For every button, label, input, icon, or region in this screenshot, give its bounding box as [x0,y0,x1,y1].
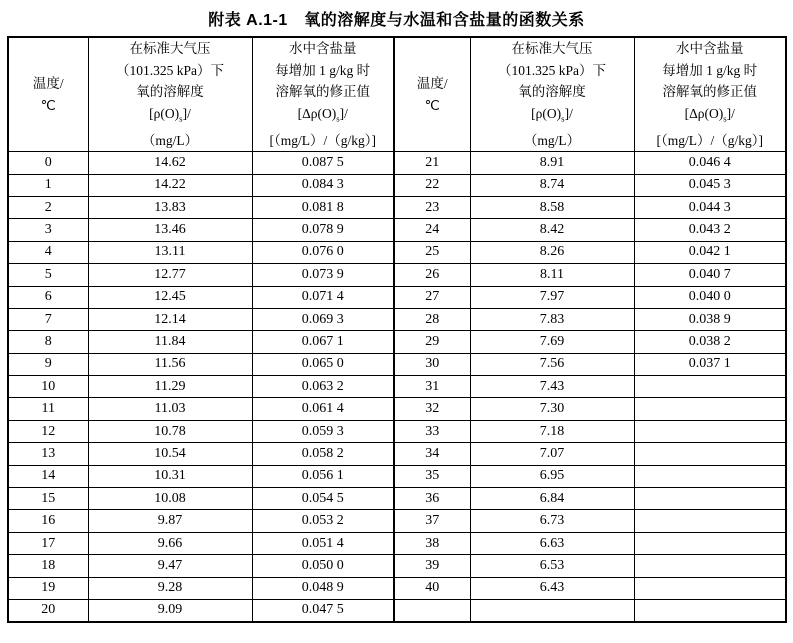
table-cell: 10 [8,376,88,398]
table-cell: 9.09 [88,600,252,622]
header-line: 溶解氧的修正值 [275,84,370,99]
table-cell: 7.30 [470,398,634,420]
table-cell: 20 [8,600,88,622]
table-row [8,420,786,442]
table-cell: 10.78 [88,420,252,442]
header-solubility-right [470,37,634,152]
header-line: 在标准大气压 [129,41,211,56]
table-cell [634,443,786,465]
table-cell: 21 [394,152,470,174]
table-cell: 0.043 2 [634,219,786,241]
table-cell: 14.62 [88,152,252,174]
formula-subscript: s [179,113,183,124]
table-cell: 7.07 [470,443,634,465]
table-cell: 26 [394,264,470,286]
table-cell: 29 [394,331,470,353]
table-cell: 7.18 [470,420,634,442]
table-cell: 15 [8,488,88,510]
table-row [8,376,786,398]
table-cell: 19 [8,577,88,599]
table-cell: 7.43 [470,376,634,398]
table-cell: 8.26 [470,241,634,263]
table-row [8,443,786,465]
table-cell: 0.065 0 [252,353,394,375]
table-cell: 7.97 [470,286,634,308]
table-cell: 6.84 [470,488,634,510]
header-line: 水中含盐量 [289,41,357,56]
table-cell: 12.77 [88,264,252,286]
table-cell: 23 [394,196,470,218]
table-cell: 12.45 [88,286,252,308]
table-cell: 39 [394,555,470,577]
table-cell: 0.042 1 [634,241,786,263]
table-cell: 31 [394,376,470,398]
table-cell: 0.037 1 [634,353,786,375]
table-cell: 34 [394,443,470,465]
table-cell: 1 [8,174,88,196]
table-cell: 27 [394,286,470,308]
header-line: 水中含盐量 [676,41,744,56]
table-cell: 0.078 9 [252,219,394,241]
table-cell: 6 [8,286,88,308]
table-row [8,555,786,577]
table-cell: 13.46 [88,219,252,241]
table-cell: 6.43 [470,577,634,599]
formula-pre: [Δρ(O) [297,105,337,121]
table-cell: 8.58 [470,196,634,218]
table-row [8,488,786,510]
table-cell: 40 [394,577,470,599]
header-line: 每增加 1 g/kg 时 [662,62,758,78]
table-cell: 0.058 2 [252,443,394,465]
table-cell: 13 [8,443,88,465]
header-formula [471,103,634,130]
table-row [8,532,786,554]
table-cell: 9.66 [88,532,252,554]
header-line: （101.325 kPa）下 [116,62,224,78]
table-cell [634,398,786,420]
table-row [8,353,786,375]
table-cell: 11.56 [88,353,252,375]
formula-post: ]/ [339,105,348,121]
table-cell: 13.11 [88,241,252,263]
header-temperature-right [394,37,470,152]
table-cell [470,600,634,622]
table-cell: 22 [394,174,470,196]
table-cell: 33 [394,420,470,442]
table-cell [634,376,786,398]
table-cell: 9.47 [88,555,252,577]
table-title: 附表 A.1-1 氧的溶解度与水温和含盐量的函数关系 [208,12,585,29]
table-cell: 0.046 4 [634,152,786,174]
table-cell: 28 [394,308,470,330]
table-cell: 0.087 5 [252,152,394,174]
header-unit: [（mg/L）/（g/kg）] [269,132,376,148]
header-line: （101.325 kPa）下 [498,62,606,78]
header-line: 每增加 1 g/kg 时 [275,62,371,78]
header-line: 温度/ [32,76,64,92]
table-cell: 7.83 [470,308,634,330]
table-cell: 10.31 [88,465,252,487]
table-cell: 14.22 [88,174,252,196]
table-cell: 11.29 [88,376,252,398]
table-cell: 24 [394,219,470,241]
table-cell: 0.038 2 [634,331,786,353]
table-cell: 7 [8,308,88,330]
formula-post: ]/ [726,105,735,121]
header-line: ℃ [40,97,56,113]
formula-subscript: s [723,113,727,124]
table-row [8,465,786,487]
table-row [8,510,786,532]
table-cell: 0.063 2 [252,376,394,398]
table-cell [634,510,786,532]
table-cell [394,600,470,622]
header-salinity-correction-left [252,37,394,152]
table-cell: 8.74 [470,174,634,196]
header-line: 氧的溶解度 [518,84,586,99]
header-row [8,37,786,152]
table-cell: 8 [8,331,88,353]
table-cell: 36 [394,488,470,510]
header-unit: （mg/L） [141,132,199,148]
table-cell: 9.28 [88,577,252,599]
table-cell [634,465,786,487]
header-line: 温度/ [416,76,448,92]
table-row [8,331,786,353]
table-cell: 0.044 3 [634,196,786,218]
table-cell: 8.11 [470,264,634,286]
formula-post: ]/ [182,105,191,121]
formula-pre: [ρ(O) [149,105,180,121]
table-cell: 13.83 [88,196,252,218]
table-cell: 3 [8,219,88,241]
table-row [8,241,786,263]
table-cell: 11.03 [88,398,252,420]
header-formula [89,103,252,130]
table-cell: 0 [8,152,88,174]
table-cell: 7.69 [470,331,634,353]
table-cell: 0.038 9 [634,308,786,330]
table-cell: 5 [8,264,88,286]
header-line: ℃ [424,97,440,113]
table-cell: 0.061 4 [252,398,394,420]
table-cell: 9 [8,353,88,375]
table-cell: 30 [394,353,470,375]
table-cell: 12.14 [88,308,252,330]
header-line: 溶解氧的修正值 [662,84,757,99]
table-cell [634,532,786,554]
table-cell: 11.84 [88,331,252,353]
formula-subscript: s [336,113,340,124]
table-cell: 0.081 8 [252,196,394,218]
table-row [8,196,786,218]
table-cell: 17 [8,532,88,554]
oxygen-solubility-table [7,36,787,623]
table-cell: 0.040 7 [634,264,786,286]
table-cell [634,577,786,599]
table-cell: 0.059 3 [252,420,394,442]
table-row [8,286,786,308]
table-cell: 0.056 1 [252,465,394,487]
table-row [8,152,786,174]
table-row [8,398,786,420]
header-unit: [（mg/L）/（g/kg）] [656,132,763,148]
table-cell [634,555,786,577]
table-cell: 6.53 [470,555,634,577]
table-row [8,600,786,622]
table-row [8,264,786,286]
table-body [8,152,786,622]
table-cell: 0.073 9 [252,264,394,286]
header-formula [253,103,394,130]
table-cell: 12 [8,420,88,442]
table-cell: 0.045 3 [634,174,786,196]
table-cell: 32 [394,398,470,420]
formula-post: ]/ [564,105,573,121]
formula-subscript: s [561,113,565,124]
table-cell: 6.73 [470,510,634,532]
table-cell: 0.054 5 [252,488,394,510]
header-unit: （mg/L） [523,132,581,148]
table-cell: 18 [8,555,88,577]
header-line: 氧的溶解度 [136,84,204,99]
table-row [8,174,786,196]
table-cell: 10.54 [88,443,252,465]
table-cell: 7.56 [470,353,634,375]
formula-pre: [ρ(O) [531,105,562,121]
header-temperature-left [8,37,88,152]
table-cell: 8.42 [470,219,634,241]
table-cell: 10.08 [88,488,252,510]
table-cell: 6.95 [470,465,634,487]
table-cell: 4 [8,241,88,263]
table-cell: 0.067 1 [252,331,394,353]
table-row [8,577,786,599]
table-cell: 35 [394,465,470,487]
table-cell: 0.084 3 [252,174,394,196]
table-cell: 0.048 9 [252,577,394,599]
header-formula [635,103,786,130]
header-solubility-left [88,37,252,152]
table-cell: 8.91 [470,152,634,174]
table-cell: 25 [394,241,470,263]
table-cell: 0.051 4 [252,532,394,554]
table-cell: 11 [8,398,88,420]
table-cell [634,600,786,622]
table-cell: 14 [8,465,88,487]
table-cell: 9.87 [88,510,252,532]
table-cell: 0.069 3 [252,308,394,330]
table-cell: 0.047 5 [252,600,394,622]
formula-pre: [Δρ(O) [684,105,724,121]
table-cell: 0.076 0 [252,241,394,263]
table-cell [634,488,786,510]
table-cell: 16 [8,510,88,532]
table-cell: 37 [394,510,470,532]
table-cell: 0.040 0 [634,286,786,308]
header-salinity-correction-right [634,37,786,152]
table-cell: 0.071 4 [252,286,394,308]
table-row [8,219,786,241]
table-cell: 0.053 2 [252,510,394,532]
header-line: 在标准大气压 [511,41,593,56]
table-cell: 2 [8,196,88,218]
table-cell: 6.63 [470,532,634,554]
table-row [8,308,786,330]
table-cell [634,420,786,442]
table-cell: 38 [394,532,470,554]
table-cell: 0.050 0 [252,555,394,577]
